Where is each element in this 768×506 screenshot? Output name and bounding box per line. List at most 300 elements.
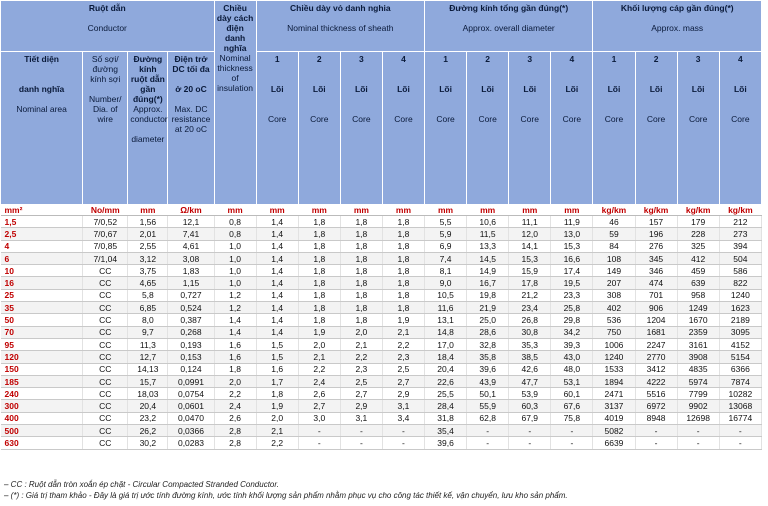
table-row bbox=[1, 388, 762, 400]
table-row bbox=[1, 216, 762, 228]
table-row bbox=[1, 314, 762, 326]
value-cell: 13068 bbox=[719, 400, 761, 412]
value-cell: 1,8 bbox=[382, 277, 424, 289]
unit-cell: kg/km bbox=[635, 205, 677, 216]
sheath-group-header bbox=[256, 1, 424, 52]
value-cell: 18,03 bbox=[128, 388, 168, 400]
table-row bbox=[1, 302, 762, 314]
value-cell: 276 bbox=[635, 240, 677, 252]
core-header-mass-3 bbox=[677, 52, 719, 205]
value-cell: 0,124 bbox=[168, 363, 214, 375]
value-cell: 5082 bbox=[593, 425, 635, 437]
value-cell: 459 bbox=[677, 265, 719, 277]
value-cell: 1,8 bbox=[298, 289, 340, 301]
value-cell: 7,4 bbox=[425, 252, 467, 264]
value-cell: 1,9 bbox=[256, 400, 298, 412]
wires-header bbox=[83, 52, 128, 205]
mass-title-vi: Khối lượng cáp gần đúng(*) bbox=[620, 3, 734, 13]
value-cell: 2,5 bbox=[340, 375, 382, 387]
value-cell: 25,0 bbox=[467, 314, 509, 326]
value-cell: 4835 bbox=[677, 363, 719, 375]
value-cell: 149 bbox=[593, 265, 635, 277]
value-cell: 1,6 bbox=[214, 351, 256, 363]
value-cell: 394 bbox=[719, 240, 761, 252]
value-cell: 13,3 bbox=[467, 240, 509, 252]
value-cell: 345 bbox=[635, 252, 677, 264]
res-title-vi: Điện trở DC tối đa bbox=[172, 54, 210, 74]
value-cell: - bbox=[298, 437, 340, 449]
value-cell: 1,15 bbox=[168, 277, 214, 289]
value-cell: 7/0,52 bbox=[83, 216, 128, 228]
value-cell: 1,8 bbox=[340, 314, 382, 326]
core-en: Core bbox=[394, 114, 413, 124]
value-cell: 308 bbox=[593, 289, 635, 301]
unit-cell: No/mm bbox=[83, 205, 128, 216]
value-cell: 1,8 bbox=[298, 265, 340, 277]
mass-group-header bbox=[593, 1, 762, 52]
value-cell: 20,4 bbox=[425, 363, 467, 375]
core-num: 4 bbox=[737, 54, 743, 64]
value-cell: 7,41 bbox=[168, 228, 214, 240]
core-header-diam-3 bbox=[509, 52, 551, 205]
value-cell: 25,5 bbox=[425, 388, 467, 400]
section-cell: 1,5 bbox=[1, 216, 83, 228]
core-en: Core bbox=[310, 114, 329, 124]
value-cell: 13,0 bbox=[551, 228, 593, 240]
value-cell: 26,8 bbox=[509, 314, 551, 326]
value-cell: 1,4 bbox=[256, 302, 298, 314]
value-cell: - bbox=[340, 425, 382, 437]
value-cell: 4222 bbox=[635, 375, 677, 387]
value-cell: 325 bbox=[677, 240, 719, 252]
value-cell: 1,8 bbox=[382, 289, 424, 301]
section-cell: 240 bbox=[1, 388, 83, 400]
section-title-vi-2: danh nghĩa bbox=[18, 84, 65, 94]
core-header-diam-4 bbox=[551, 52, 593, 205]
value-cell: 3412 bbox=[635, 363, 677, 375]
core-header-sheath-2 bbox=[298, 52, 340, 205]
table-row bbox=[1, 277, 762, 289]
table-row bbox=[1, 326, 762, 338]
value-cell: 67,9 bbox=[509, 412, 551, 424]
value-cell: 3,4 bbox=[382, 412, 424, 424]
value-cell: 0,8 bbox=[214, 228, 256, 240]
core-header-mass-1 bbox=[593, 52, 635, 205]
core-num: 2 bbox=[653, 54, 659, 64]
value-cell: CC bbox=[83, 412, 128, 424]
value-cell: 19,5 bbox=[551, 277, 593, 289]
value-cell: 2,7 bbox=[298, 400, 340, 412]
value-cell: 1,8 bbox=[298, 240, 340, 252]
section-cell: 2,5 bbox=[1, 228, 83, 240]
value-cell: 1204 bbox=[635, 314, 677, 326]
value-cell: 1,8 bbox=[340, 289, 382, 301]
core-num: 4 bbox=[569, 54, 575, 64]
conductor-group-header bbox=[1, 1, 215, 52]
value-cell: 2247 bbox=[635, 338, 677, 350]
value-cell: 2,2 bbox=[382, 338, 424, 350]
value-cell: 2,4 bbox=[214, 400, 256, 412]
value-cell: 212 bbox=[719, 216, 761, 228]
table-row bbox=[1, 412, 762, 424]
value-cell: 38,5 bbox=[509, 351, 551, 363]
value-cell: - bbox=[677, 437, 719, 449]
wires-title-en: Number/ Dia. of wire bbox=[88, 94, 122, 124]
value-cell: 2,1 bbox=[256, 425, 298, 437]
value-cell: CC bbox=[83, 400, 128, 412]
value-cell: 1,2 bbox=[214, 289, 256, 301]
unit-cell: mm bbox=[128, 205, 168, 216]
value-cell: 2,8 bbox=[214, 425, 256, 437]
value-cell: 60,3 bbox=[509, 400, 551, 412]
value-cell: CC bbox=[83, 375, 128, 387]
value-cell: 59 bbox=[593, 228, 635, 240]
unit-cell: kg/km bbox=[677, 205, 719, 216]
value-cell: 1,8 bbox=[340, 228, 382, 240]
value-cell: 536 bbox=[593, 314, 635, 326]
value-cell: 1,8 bbox=[298, 228, 340, 240]
value-cell: 0,193 bbox=[168, 338, 214, 350]
value-cell: 1,8 bbox=[340, 265, 382, 277]
unit-cell: mm bbox=[382, 205, 424, 216]
section-cell: 150 bbox=[1, 363, 83, 375]
value-cell: - bbox=[467, 425, 509, 437]
value-cell: 7/1,04 bbox=[83, 252, 128, 264]
value-cell: 7874 bbox=[719, 375, 761, 387]
value-cell: 10,5 bbox=[425, 289, 467, 301]
footnote-star: – (*) : Giá trị tham khảo - Đây là giá trị ước tính đường kính, ước tính khối lượng sản phẩm nhằm phục vụ cho công tác thiết kế, vận chuyển, lưu kho sản phẩm. bbox=[4, 491, 568, 500]
value-cell: 3,1 bbox=[340, 412, 382, 424]
section-cell: 630 bbox=[1, 437, 83, 449]
value-cell: 0,0991 bbox=[168, 375, 214, 387]
value-cell: 157 bbox=[635, 216, 677, 228]
value-cell: 2,1 bbox=[340, 338, 382, 350]
value-cell: 7/0,85 bbox=[83, 240, 128, 252]
section-cell: 185 bbox=[1, 375, 83, 387]
unit-cell: mm bbox=[509, 205, 551, 216]
unit-cell: mm bbox=[214, 205, 256, 216]
value-cell: CC bbox=[83, 338, 128, 350]
value-cell: 1,8 bbox=[298, 302, 340, 314]
value-cell: 273 bbox=[719, 228, 761, 240]
value-cell: - bbox=[298, 425, 340, 437]
core-vi: Lõi bbox=[312, 84, 326, 94]
sheath-title-vi: Chiều dày vỏ danh nghia bbox=[290, 3, 391, 13]
value-cell: 1894 bbox=[593, 375, 635, 387]
value-cell: 12,7 bbox=[128, 351, 168, 363]
value-cell: 2,5 bbox=[382, 363, 424, 375]
value-cell: 3,75 bbox=[128, 265, 168, 277]
value-cell: 22,6 bbox=[425, 375, 467, 387]
value-cell: 39,6 bbox=[467, 363, 509, 375]
value-cell: 1670 bbox=[677, 314, 719, 326]
value-cell: 25,8 bbox=[551, 302, 593, 314]
value-cell: 6,9 bbox=[425, 240, 467, 252]
value-cell: 906 bbox=[635, 302, 677, 314]
value-cell: 1,8 bbox=[382, 252, 424, 264]
core-header-diam-2 bbox=[467, 52, 509, 205]
core-num: 3 bbox=[527, 54, 533, 64]
section-cell: 95 bbox=[1, 338, 83, 350]
value-cell: 1,8 bbox=[298, 277, 340, 289]
value-cell: 228 bbox=[677, 228, 719, 240]
core-header-diam-1 bbox=[425, 52, 467, 205]
value-cell: 15,3 bbox=[551, 240, 593, 252]
value-cell: - bbox=[467, 437, 509, 449]
core-vi: Lõi bbox=[439, 84, 452, 94]
value-cell: 21,9 bbox=[467, 302, 509, 314]
value-cell: 6,85 bbox=[128, 302, 168, 314]
value-cell: 1,0 bbox=[214, 252, 256, 264]
value-cell: 1,5 bbox=[256, 338, 298, 350]
value-cell: 11,6 bbox=[425, 302, 467, 314]
value-cell: 3137 bbox=[593, 400, 635, 412]
value-cell: 1,8 bbox=[340, 240, 382, 252]
value-cell: 53,1 bbox=[551, 375, 593, 387]
table-row bbox=[1, 425, 762, 437]
value-cell: 67,6 bbox=[551, 400, 593, 412]
value-cell: 4,61 bbox=[168, 240, 214, 252]
core-en: Core bbox=[520, 114, 539, 124]
core-en: Core bbox=[688, 114, 708, 124]
value-cell: 4152 bbox=[719, 338, 761, 350]
value-cell: CC bbox=[83, 326, 128, 338]
unit-cell: kg/km bbox=[593, 205, 635, 216]
value-cell: 2,7 bbox=[340, 388, 382, 400]
value-cell: 3,1 bbox=[382, 400, 424, 412]
value-cell: 1,56 bbox=[128, 216, 168, 228]
value-cell: 3,12 bbox=[128, 252, 168, 264]
value-cell: 28,6 bbox=[467, 326, 509, 338]
value-cell: 12,1 bbox=[168, 216, 214, 228]
value-cell: 1,0 bbox=[214, 240, 256, 252]
value-cell: 2,4 bbox=[298, 375, 340, 387]
value-cell: 8,1 bbox=[425, 265, 467, 277]
value-cell: 1,8 bbox=[382, 240, 424, 252]
value-cell: CC bbox=[83, 425, 128, 437]
conductor-diameter-header bbox=[128, 52, 168, 205]
table-row bbox=[1, 240, 762, 252]
value-cell: 1,8 bbox=[382, 216, 424, 228]
section-cell: 70 bbox=[1, 326, 83, 338]
wires-title-vi: Số sợi/đường kính sợi bbox=[90, 54, 121, 84]
value-cell: 8,0 bbox=[128, 314, 168, 326]
table-row bbox=[1, 338, 762, 350]
table-row bbox=[1, 265, 762, 277]
value-cell: 2,55 bbox=[128, 240, 168, 252]
value-cell: 1681 bbox=[635, 326, 677, 338]
core-num: 2 bbox=[485, 54, 491, 64]
value-cell: 1,8 bbox=[382, 265, 424, 277]
value-cell: 196 bbox=[635, 228, 677, 240]
value-cell: 13,1 bbox=[425, 314, 467, 326]
value-cell: 750 bbox=[593, 326, 635, 338]
value-cell: 23,4 bbox=[509, 302, 551, 314]
value-cell: 14,13 bbox=[128, 363, 168, 375]
section-cell: 6 bbox=[1, 252, 83, 264]
value-cell: 2,0 bbox=[214, 375, 256, 387]
value-cell: 2,7 bbox=[382, 375, 424, 387]
value-cell: 412 bbox=[677, 252, 719, 264]
section-cell: 16 bbox=[1, 277, 83, 289]
value-cell: 2,6 bbox=[298, 388, 340, 400]
value-cell: 12698 bbox=[677, 412, 719, 424]
value-cell: 1,6 bbox=[214, 338, 256, 350]
value-cell: 35,4 bbox=[425, 425, 467, 437]
section-cell: 120 bbox=[1, 351, 83, 363]
core-vi: Lõi bbox=[733, 84, 747, 94]
value-cell: 7799 bbox=[677, 388, 719, 400]
core-en: Core bbox=[731, 114, 750, 124]
value-cell: 11,3 bbox=[128, 338, 168, 350]
value-cell: 2189 bbox=[719, 314, 761, 326]
core-header-sheath-4 bbox=[382, 52, 424, 205]
unit-cell: kg/km bbox=[719, 205, 761, 216]
unit-cell: mm bbox=[425, 205, 467, 216]
value-cell: 1,8 bbox=[340, 277, 382, 289]
value-cell: - bbox=[509, 425, 551, 437]
value-cell: 639 bbox=[677, 277, 719, 289]
value-cell: 1,4 bbox=[214, 314, 256, 326]
units-row bbox=[1, 205, 762, 216]
value-cell: 3,08 bbox=[168, 252, 214, 264]
value-cell: - bbox=[382, 437, 424, 449]
value-cell: 1,4 bbox=[256, 252, 298, 264]
core-en: Core bbox=[267, 114, 287, 124]
unit-cell: mm² bbox=[1, 205, 83, 216]
value-cell: CC bbox=[83, 388, 128, 400]
value-cell: 346 bbox=[635, 265, 677, 277]
value-cell: 3,0 bbox=[298, 412, 340, 424]
value-cell: 15,7 bbox=[128, 375, 168, 387]
section-cell: 500 bbox=[1, 425, 83, 437]
core-vi: Lõi bbox=[355, 84, 368, 94]
sheath-title-en: Nominal thickness of sheath bbox=[287, 23, 394, 33]
value-cell: 2,0 bbox=[298, 338, 340, 350]
value-cell: 10282 bbox=[719, 388, 761, 400]
value-cell: 9,0 bbox=[425, 277, 467, 289]
value-cell: 16,6 bbox=[551, 252, 593, 264]
value-cell: - bbox=[635, 437, 677, 449]
value-cell: 32,8 bbox=[467, 338, 509, 350]
value-cell: 701 bbox=[635, 289, 677, 301]
value-cell: 2,3 bbox=[382, 351, 424, 363]
core-vi: Lõi bbox=[397, 84, 410, 94]
value-cell: 108 bbox=[593, 252, 635, 264]
value-cell: 60,1 bbox=[551, 388, 593, 400]
value-cell: 2,8 bbox=[214, 437, 256, 449]
table-row bbox=[1, 351, 762, 363]
value-cell: 30,8 bbox=[509, 326, 551, 338]
core-en: Core bbox=[352, 114, 371, 124]
value-cell: 474 bbox=[635, 277, 677, 289]
unit-cell: Ω/km bbox=[168, 205, 214, 216]
section-cell: 35 bbox=[1, 302, 83, 314]
value-cell: 42,6 bbox=[509, 363, 551, 375]
value-cell: 1,4 bbox=[214, 326, 256, 338]
core-num: 2 bbox=[316, 54, 322, 64]
value-cell: CC bbox=[83, 314, 128, 326]
res-title-en: Max. DC resistance at 20 oC bbox=[171, 104, 211, 134]
value-cell: 1,4 bbox=[256, 240, 298, 252]
core-en: Core bbox=[478, 114, 497, 124]
value-cell: 28,4 bbox=[425, 400, 467, 412]
value-cell: 6639 bbox=[593, 437, 635, 449]
value-cell: 1,8 bbox=[214, 363, 256, 375]
value-cell: 2,2 bbox=[214, 388, 256, 400]
unit-cell: mm bbox=[467, 205, 509, 216]
value-cell: 2,0 bbox=[340, 326, 382, 338]
value-cell: 0,153 bbox=[168, 351, 214, 363]
value-cell: 2,2 bbox=[298, 363, 340, 375]
table-row bbox=[1, 289, 762, 301]
core-vi: Lõi bbox=[565, 84, 579, 94]
insulation-title-vi: Chiều dày cách điện danh nghĩa bbox=[216, 3, 254, 53]
value-cell: 1,8 bbox=[298, 216, 340, 228]
unit-cell: mm bbox=[256, 205, 298, 216]
core-num: 4 bbox=[401, 54, 406, 64]
diameter-group-header bbox=[425, 1, 593, 52]
core-header-mass-2 bbox=[635, 52, 677, 205]
value-cell: 18,4 bbox=[425, 351, 467, 363]
value-cell: 17,0 bbox=[425, 338, 467, 350]
diameter-title-vi: Đường kính tổng gần đúng(*) bbox=[449, 3, 569, 13]
core-vi: Lõi bbox=[523, 84, 537, 94]
value-cell: 0,0470 bbox=[168, 412, 214, 424]
value-cell: 5154 bbox=[719, 351, 761, 363]
value-cell: 53,9 bbox=[509, 388, 551, 400]
value-cell: 1,83 bbox=[168, 265, 214, 277]
table-row bbox=[1, 363, 762, 375]
value-cell: 1,0 bbox=[214, 277, 256, 289]
core-num: 1 bbox=[443, 54, 448, 64]
section-cell: 10 bbox=[1, 265, 83, 277]
value-cell: 21,2 bbox=[509, 289, 551, 301]
value-cell: 26,2 bbox=[128, 425, 168, 437]
value-cell: 1,9 bbox=[382, 314, 424, 326]
value-cell: 0,268 bbox=[168, 326, 214, 338]
value-cell: 1,4 bbox=[256, 228, 298, 240]
value-cell: 5516 bbox=[635, 388, 677, 400]
value-cell: 1533 bbox=[593, 363, 635, 375]
core-vi: Lõi bbox=[649, 84, 663, 94]
value-cell: - bbox=[551, 425, 593, 437]
value-cell: 14,5 bbox=[467, 252, 509, 264]
core-header-mass-4 bbox=[719, 52, 761, 205]
value-cell: 207 bbox=[593, 277, 635, 289]
value-cell: 39,6 bbox=[425, 437, 467, 449]
value-cell: 62,8 bbox=[467, 412, 509, 424]
table-row bbox=[1, 252, 762, 264]
value-cell: 31,8 bbox=[425, 412, 467, 424]
footnotes bbox=[4, 479, 568, 501]
table-row bbox=[1, 228, 762, 240]
value-cell: - bbox=[340, 437, 382, 449]
value-cell: 5,9 bbox=[425, 228, 467, 240]
core-vi: Lõi bbox=[691, 84, 705, 94]
value-cell: CC bbox=[83, 265, 128, 277]
value-cell: 1,9 bbox=[298, 326, 340, 338]
value-cell: 1,8 bbox=[298, 252, 340, 264]
value-cell: 1,0 bbox=[214, 265, 256, 277]
value-cell: 14,9 bbox=[467, 265, 509, 277]
value-cell: 4019 bbox=[593, 412, 635, 424]
core-en: Core bbox=[436, 114, 455, 124]
value-cell: CC bbox=[83, 289, 128, 301]
cond-diam-title-en: Approx. conductor bbox=[130, 104, 168, 124]
value-cell: 1,2 bbox=[214, 302, 256, 314]
value-cell: 1,5 bbox=[256, 351, 298, 363]
